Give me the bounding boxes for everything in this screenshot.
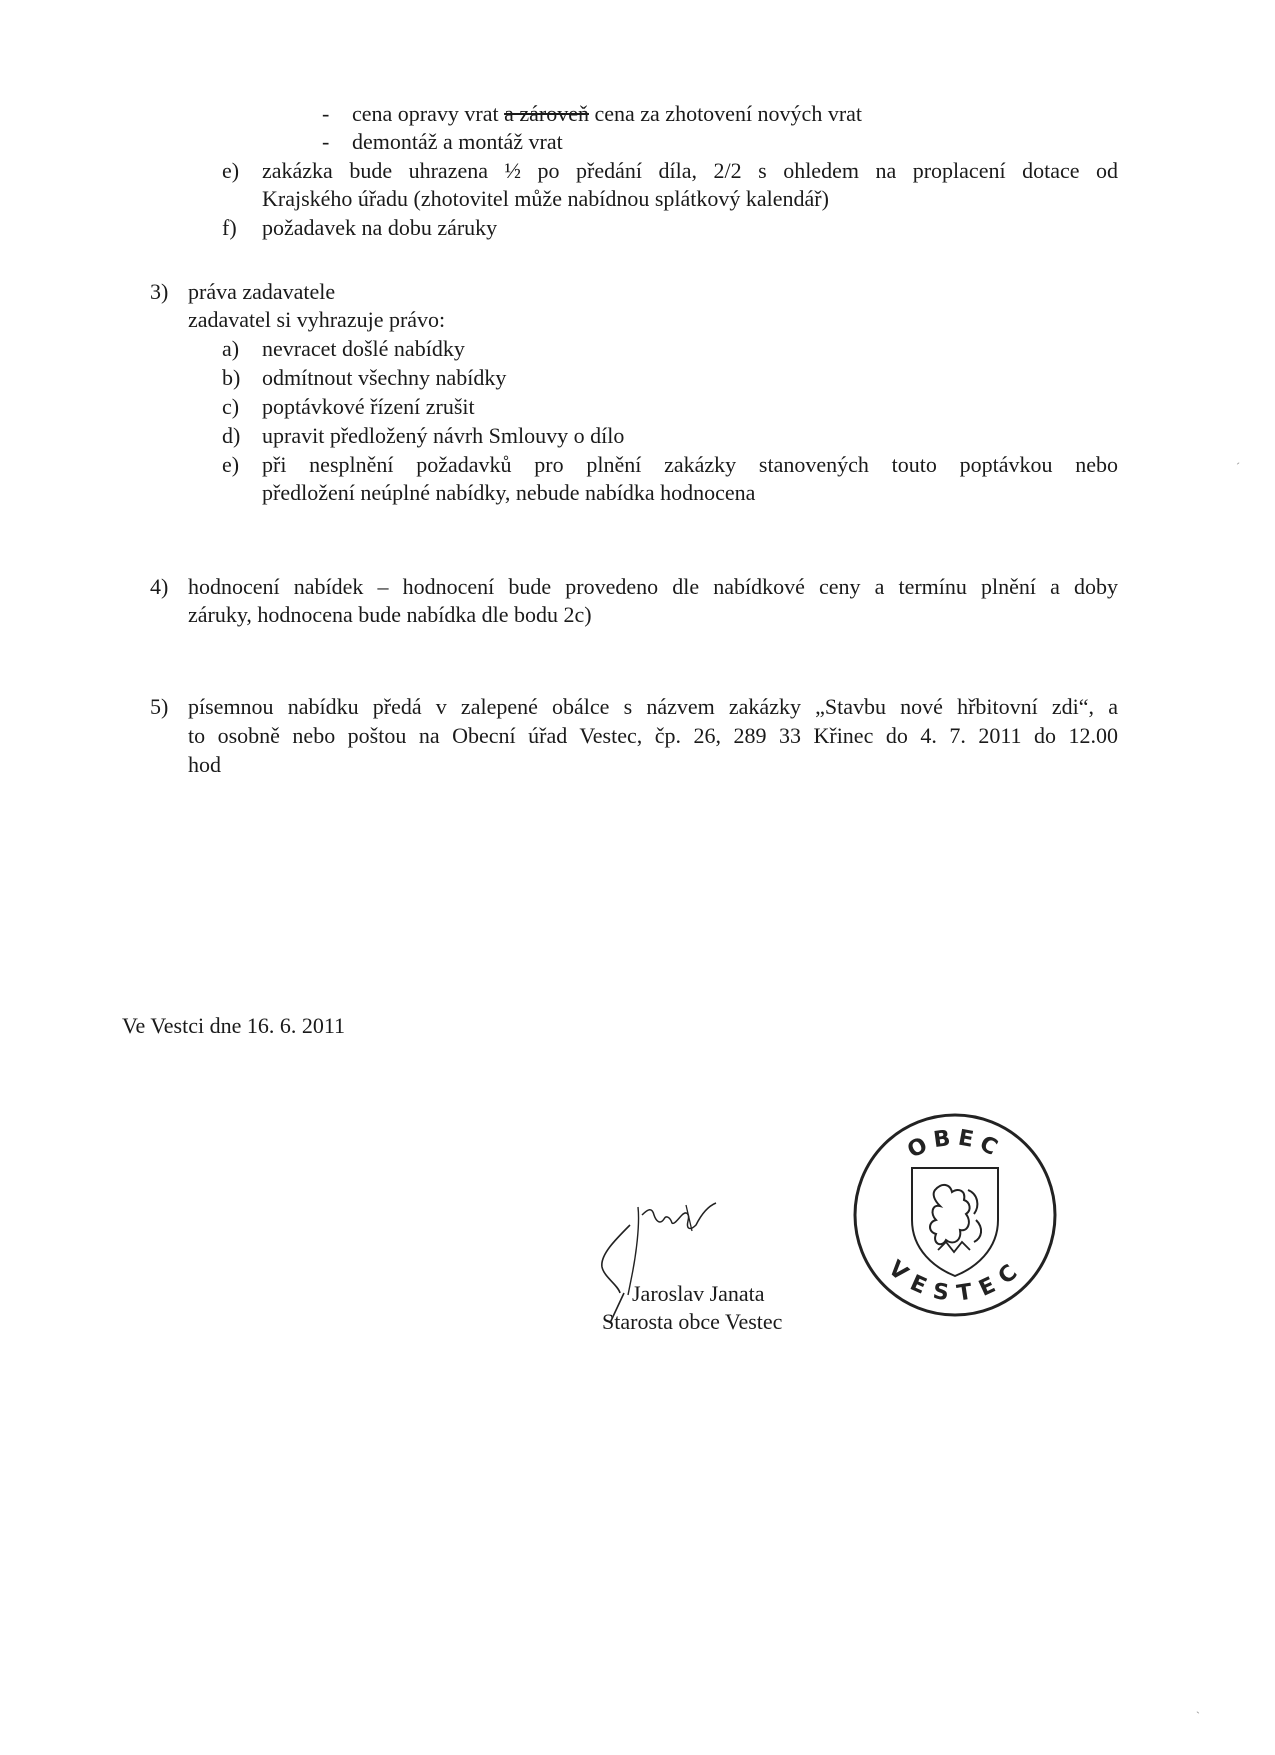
section-4-line1: hodnocení nabídek – hodnocení bude provedeno dle nabídkové ceny a termínu plnění a doby: [188, 574, 1118, 599]
item-label: c): [222, 394, 240, 419]
struck-text: a zároveň: [504, 101, 589, 126]
section-4-line2: záruky, hodnocena bude nabídka dle bodu 2c): [188, 602, 592, 627]
bullet-text-after: cena za zhotovení nových vrat: [588, 101, 863, 126]
item-label: d): [222, 423, 241, 448]
bullet-dash: -: [322, 129, 330, 154]
lion-coat-of-arms-icon: [912, 1168, 998, 1276]
bullet-text-before: cena opravy vrat: [352, 101, 505, 126]
bullet-demontaz: demontáž a montáž vrat: [352, 129, 563, 154]
bullet-dash: -: [322, 101, 330, 126]
list-item: nevracet došlé nabídky: [262, 336, 465, 361]
scan-speck: ˊ: [1236, 460, 1240, 474]
item-label: a): [222, 336, 240, 361]
section-3-intro: zadavatel si vyhrazuje právo:: [188, 307, 446, 332]
section-3-number: 3): [150, 279, 169, 304]
list-item: poptávkové řízení zrušit: [262, 394, 475, 419]
section-5-number: 5): [150, 694, 169, 719]
municipal-stamp: [850, 1110, 1060, 1320]
signatory-role: Starosta obce Vestec: [602, 1309, 783, 1334]
section-4-number: 4): [150, 574, 169, 599]
list-item: při nesplnění požadavků pro plnění zakázky stanovených touto poptávkou nebo: [262, 452, 1118, 477]
scan-speck: ˎ: [1196, 1700, 1200, 1714]
stamp-bottom-text: VESTEC: [883, 1256, 1027, 1307]
list-item: odmítnout všechny nabídky: [262, 365, 507, 390]
date-line: Ve Vestci dne 16. 6. 2011: [122, 1013, 346, 1038]
item-label: e): [222, 452, 240, 477]
item-label: e): [222, 158, 240, 183]
section-5-line2: to osobně nebo poštou na Obecní úřad Vestec, čp. 26, 289 33 Křinec do 4. 7. 2011 do 12.00: [188, 723, 1118, 748]
section-3-title: práva zadavatele: [188, 279, 336, 304]
list-item-continued: předložení neúplné nabídky, nebude nabídka hodnocena: [262, 480, 756, 505]
stamp-top-text: OBEC: [903, 1125, 1007, 1164]
item-f-text: požadavek na dobu záruky: [262, 215, 498, 240]
signatory-name: Jaroslav Janata: [632, 1281, 765, 1306]
item-e-line2: Krajského úřadu (zhotovitel může nabídnou splátkový kalendář): [262, 186, 829, 211]
item-label: f): [222, 215, 237, 240]
section-5-line1: písemnou nabídku předá v zalepené obálce s názvem zakázky „Stavbu nové hřbitovní zdi“, a: [188, 694, 1118, 719]
section-5-line3: hod: [188, 752, 221, 777]
list-item: upravit předložený návrh Smlouvy o dílo: [262, 423, 625, 448]
bullet-cena-opravy: [352, 100, 862, 128]
item-label: b): [222, 365, 241, 390]
item-e-line1: zakázka bude uhrazena ½ po předání díla, 2/2 s ohledem na proplacení dotace od: [262, 158, 1118, 183]
